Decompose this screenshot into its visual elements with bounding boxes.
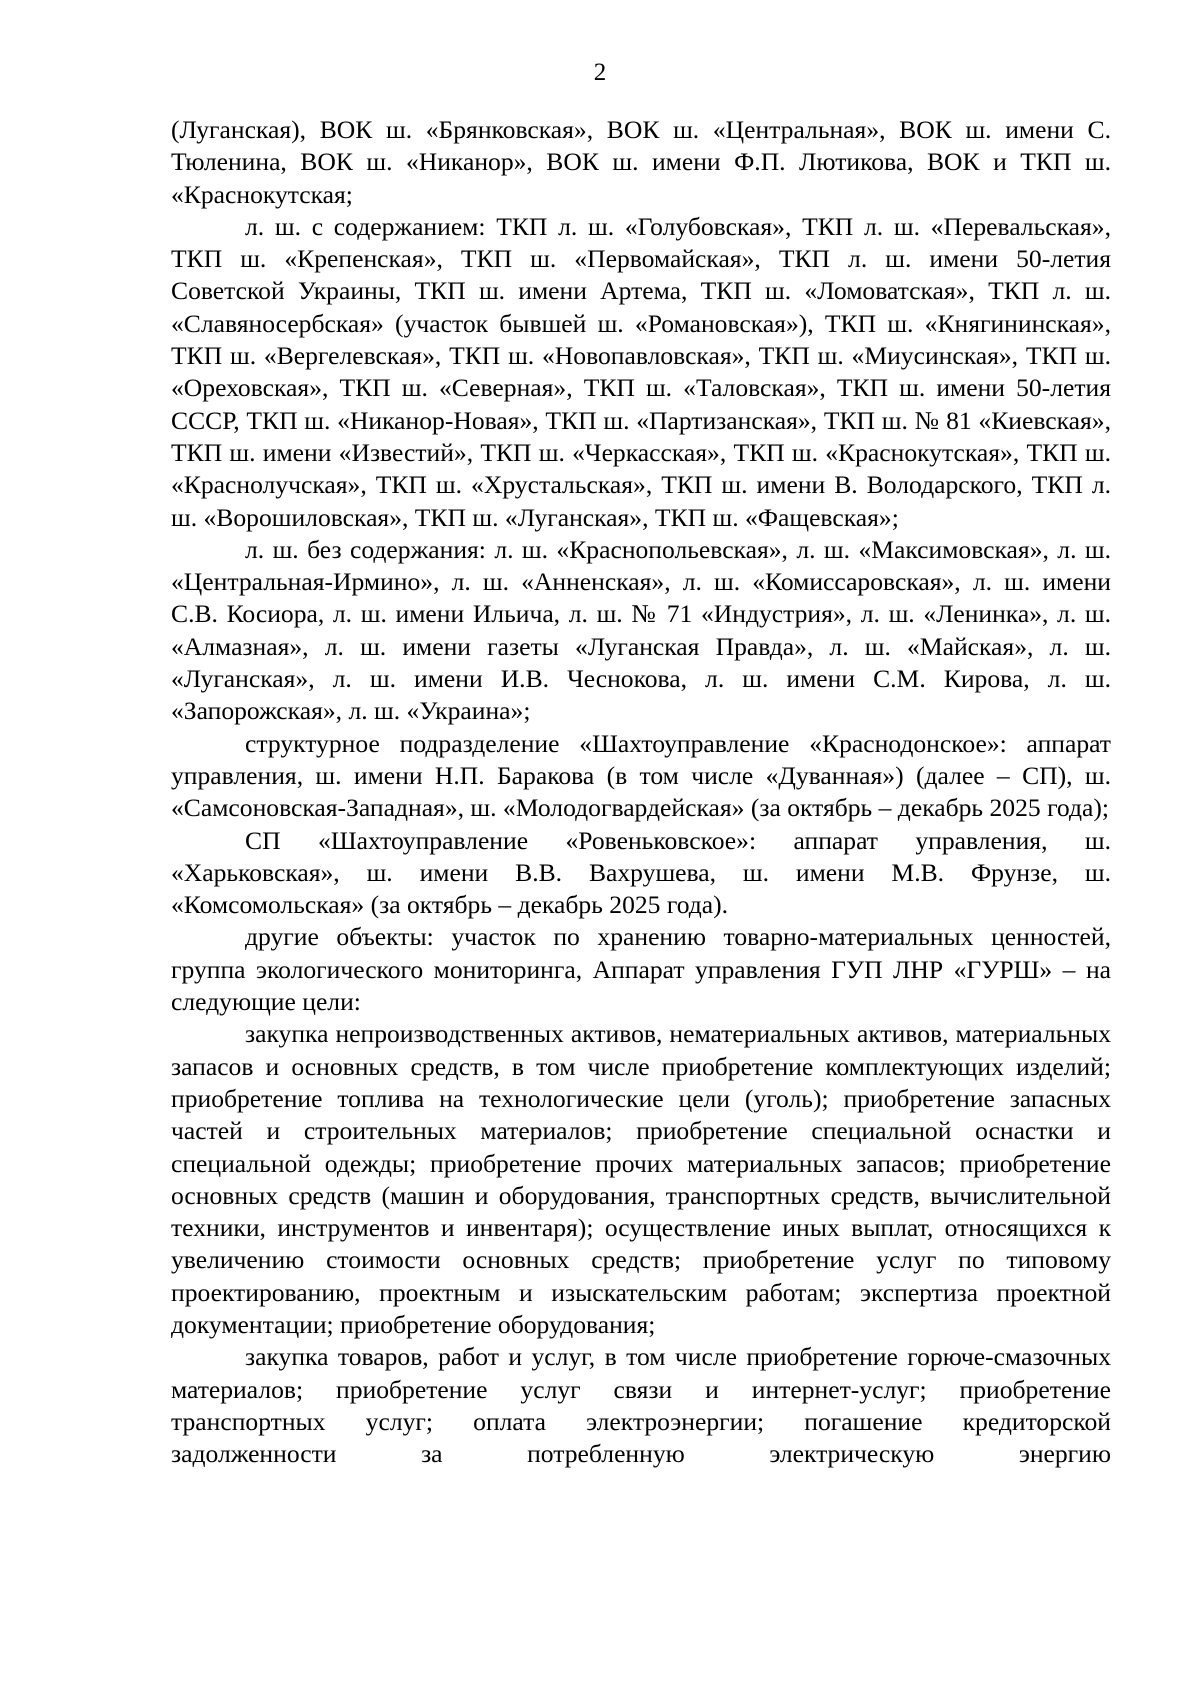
paragraph-mines-without-maintenance: л. ш. без содержания: л. ш. «Краснопольевская», л. ш. «Максимовская», л. ш. «Центральная-Ирмино», л. ш. «Анненская», л. ш. «Комиссаровская», л. ш. имени С.В. Косиора, л. ш. имени Ильича, л. ш. № 71 «Индустрия», л. ш. «Ленинка», л. ш. «Алмазная», л. ш. имени газеты «Луганская Правда», л. ш. «Майская», л. ш. «Луганская», л. ш. имени И.В. Чеснокова, л. ш. имени С.М. Кирова, л. ш. «Запорожская», л. ш. «Украина»; [171,534,1111,726]
paragraph-mine-list-continuation: (Луганская), ВОК ш. «Брянковская», ВОК ш. «Центральная», ВОК ш. имени С. Тюленина, ВОК ш. «Никанор», ВОК ш. имени Ф.П. Лютикова, ВОК и ТКП ш. «Краснокутская; [171,115,1111,209]
paragraph-rovenkovskoe-division: СП «Шахтоуправление «Ровеньковское»: аппарат управления, ш. «Харьковская», ш. имени В.В. Вахрушева, ш. имени М.В. Фрунзе, ш. «Комсомольская» (за октябрь – декабрь 2025 года). [171,825,1111,920]
paragraph-other-objects: другие объекты: участок по хранению товарно-материальных ценностей, группа экологического мониторинга, Аппарат управления ГУП ЛНР «ГУРШ» – на следующие цели: [171,922,1111,1017]
paragraph-goods-works-services: закупка товаров, работ и услуг, в том числе приобретение горюче-смазочных материалов; приобретение услуг связи и интернет-услуг; приобретение транспортных услуг; оплата электроэнергии; погашение кредиторской задолженности за потребленную электрическую энергию [171,1342,1111,1469]
paragraph-mines-with-maintenance: л. ш. с содержанием: ТКП л. ш. «Голубовская», ТКП л. ш. «Перевальская», ТКП ш. «Крепенская», ТКП ш. «Первомайская», ТКП л. ш. имени 50-летия Советской Украины, ТКП ш. имени Артема, ТКП ш. «Ломоватская», ТКП л. ш. «Славяносербская» (участок бывшей ш. «Романовская»), ТКП ш. «Княгининская», ТКП ш. «Вергелевская», ТКП ш. «Новопавловская», ТКП ш. «Миусинская», ТКП ш. «Ореховская», ТКП ш. «Северная», ТКП ш. «Таловская», ТКП ш. имени 50-летия СССР, ТКП ш. «Никанор-Новая», ТКП ш. «Партизанская», ТКП ш. № 81 «Киевская», ТКП ш. имени «Известий», ТКП ш. «Черкасская», ТКП ш. «Краснокутская», ТКП ш. «Краснолучская», ТКП ш. «Хрустальская», ТКП ш. имени В. Володарского, ТКП л. ш. «Ворошиловская», ТКП ш. «Луганская», ТКП ш. «Фащевская»; [171,211,1111,532]
page-number: 2 [593,59,607,86]
paragraph-krasnodonskoe-division: структурное подразделение «Шахтоуправление «Краснодонское»: аппарат управления, ш. имени Н.П. Баракова (в том числе «Дуванная») (далее – СП), ш. «Самсоновская-Западная», ш. «Молодогвардейская» (за октябрь – декабрь 2025 года); [171,728,1111,823]
paragraph-non-production-assets: закупка непроизводственных активов, нематериальных активов, материальных запасов и основных средств, в том числе приобретение комплектующих изделий; приобретение топлива на технологические цели (уголь); приобретение запасных частей и строительных материалов; приобретение специальной оснастки и специальной одежды; приобретение прочих материальных запасов; приобретение основных средств (машин и оборудования, транспортных средств, вычислительной техники, инструментов и инвентаря); осуществление иных выплат, относящихся к увеличению стоимости основных средств; приобретение услуг по типовому проектированию, проектным и изыскательским работам; экспертиза проектной документации; приобретение оборудования; [171,1019,1111,1339]
document-body [171,114,1111,1470]
